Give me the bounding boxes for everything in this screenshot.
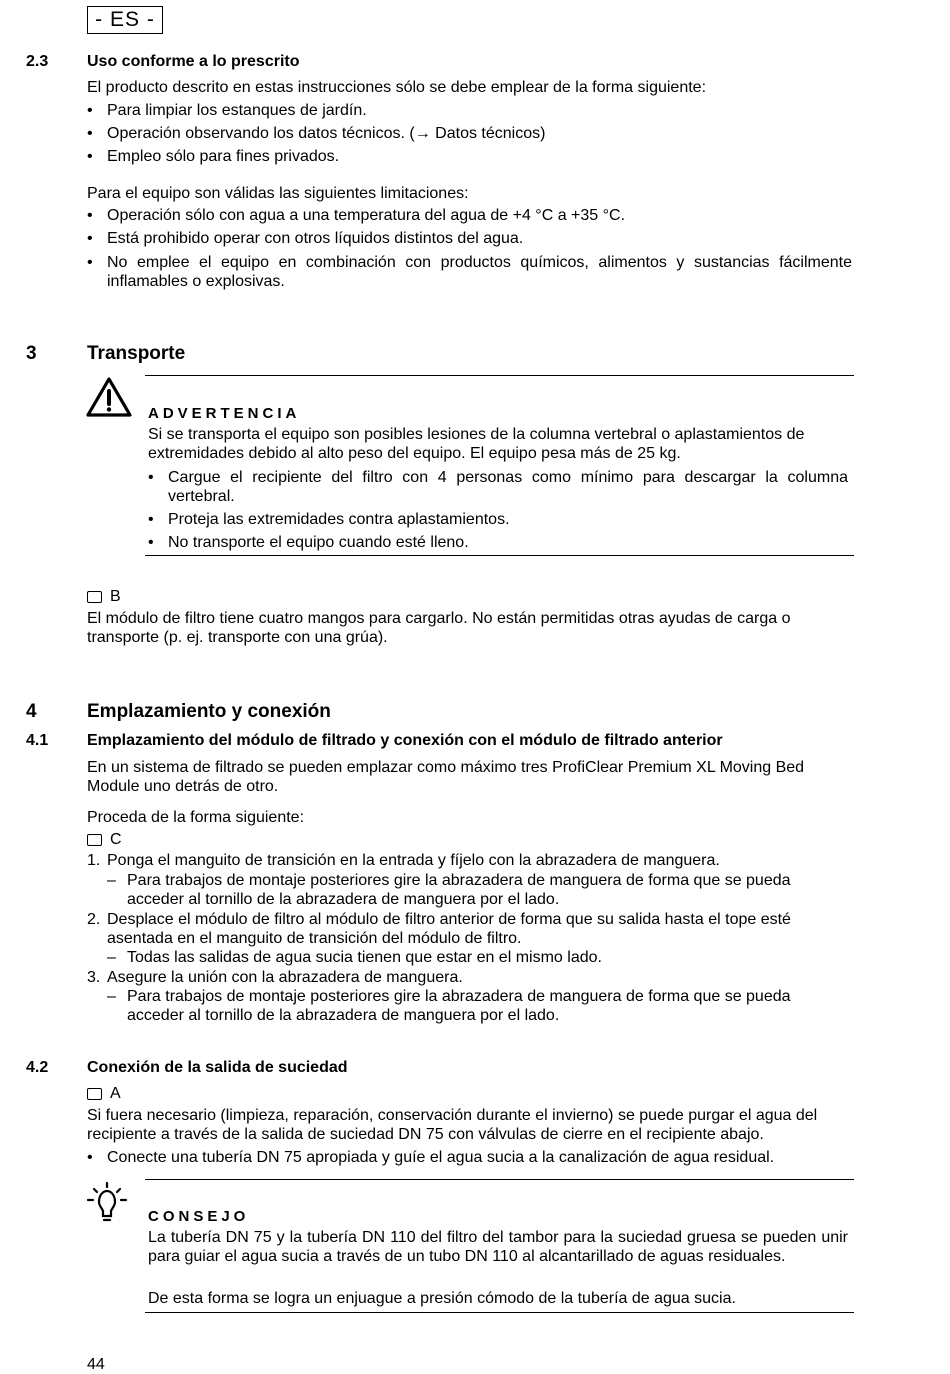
- list-item: • Empleo sólo para fines privados.: [87, 147, 852, 166]
- section-title-4: Emplazamiento y conexión: [87, 701, 331, 722]
- step-subtext: Para trabajos de montaje posteriores gire la abrazadera de manguera de forma que se pueda acceder al tornillo de la abrazadera de manguera por el lado.: [127, 872, 791, 908]
- paragraph: Si fuera necesario (limpieza, reparación, conservación durante el invierno) se puede purgar el agua del recipiente a través de la salida de suciedad DN 75 con válvulas de cierre en el recipiente abajo.: [87, 1107, 818, 1143]
- tip-label: CONSEJO: [148, 1208, 250, 1225]
- figure-reference-label: A: [110, 1085, 121, 1102]
- list-item: • No emplee el equipo en combinación con productos químicos, alimentos y sustancias fácilmente inflamables o explosivas.: [87, 253, 852, 291]
- section-number-4-1: 4.1: [26, 732, 49, 749]
- list-item: [107, 871, 847, 909]
- figure-reference: [87, 830, 122, 849]
- step-number: 1.: [87, 852, 101, 869]
- lightbulb-icon: [84, 1180, 130, 1226]
- step-subtext: Todas las salidas de agua sucia tienen que estar en el mismo lado.: [127, 949, 602, 966]
- warning-label: ADVERTENCIA: [148, 405, 301, 422]
- list-item: [87, 910, 852, 948]
- figure-box-icon: [87, 834, 102, 846]
- paragraph: Para el equipo son válidas las siguientes limitaciones:: [87, 185, 469, 202]
- paragraph: Proceda de la forma siguiente:: [87, 809, 305, 826]
- list-item: • Proteja las extremidades contra aplastamientos.: [148, 510, 848, 529]
- section-number-4-2: 4.2: [26, 1059, 49, 1076]
- list-item: • Operación observando los datos técnicos. (→ Datos técnicos): [87, 124, 852, 143]
- list-item: • Cargue el recipiente del filtro con 4 personas como mínimo para descargar la columna vertebral.: [148, 468, 848, 506]
- figure-reference-label: C: [110, 831, 122, 848]
- divider: [145, 1179, 854, 1180]
- page-number: 44: [87, 1356, 105, 1373]
- section-number-4: 4: [26, 701, 37, 722]
- warning-icon: [86, 376, 132, 418]
- list-item: [107, 948, 847, 967]
- section-number-3: 3: [26, 343, 37, 364]
- list-item: • Conecte una tubería DN 75 apropiada y guíe el agua sucia a la canalización de agua residual.: [87, 1148, 852, 1167]
- tip-text: La tubería DN 75 y la tubería DN 110 del filtro del tambor para la suciedad gruesa se pueden unir para guiar el agua sucia a través de un tubo DN 110 al alcantarillado de aguas residuales.: [148, 1229, 848, 1265]
- dash: –: [107, 988, 116, 1005]
- list-item: [107, 987, 847, 1025]
- step-subtext: Para trabajos de montaje posteriores gire la abrazadera de manguera de forma que se pueda acceder al tornillo de la abrazadera de manguera por el lado.: [127, 988, 791, 1024]
- list-item: • Para limpiar los estanques de jardín.: [87, 101, 852, 120]
- section-title-3: Transporte: [87, 343, 186, 364]
- figure-box-icon: [87, 1088, 102, 1100]
- paragraph: El módulo de filtro tiene cuatro mangos para cargarlo. No están permitidas otras ayudas de carga o transporte (p. ej. transporte con una grúa).: [87, 610, 791, 646]
- divider: [145, 555, 854, 556]
- section-title-4-1: Emplazamiento del módulo de filtrado y conexión con el módulo de filtrado anterior: [87, 732, 723, 749]
- list-item: • No transporte el equipo cuando esté lleno.: [148, 533, 848, 552]
- step-text: Ponga el manguito de transición en la entrada y fíjelo con la abrazadera de manguera.: [107, 852, 720, 869]
- list-item: • Operación sólo con agua a una temperatura del agua de +4 °C a +35 °C.: [87, 206, 852, 225]
- paragraph: El producto descrito en estas instrucciones sólo se debe emplear de la forma siguiente:: [87, 79, 707, 96]
- step-text: Desplace el módulo de filtro al módulo de filtro anterior de forma que su salida hasta el tope esté asentada en el manguito de transición del módulo de filtro.: [107, 911, 791, 947]
- figure-box-icon: [87, 591, 102, 603]
- dash: –: [107, 949, 116, 966]
- section-title-2-3: Uso conforme a lo prescrito: [87, 53, 300, 70]
- warning-text: Si se transporta el equipo son posibles lesiones de la columna vertebral o aplastamientos de extremidades debido al alto peso del equipo. El equipo pesa más de 25 kg.: [148, 426, 805, 462]
- figure-reference: [87, 1084, 121, 1103]
- divider: [145, 1312, 854, 1313]
- list-item: [87, 851, 852, 870]
- figure-reference: [87, 587, 121, 606]
- paragraph: En un sistema de filtrado se pueden emplazar como máximo tres ProfiClear Premium XL Moving Bed Module uno detrás de otro.: [87, 759, 805, 795]
- step-number: 2.: [87, 911, 101, 928]
- figure-reference-label: B: [110, 588, 121, 605]
- language-badge: - ES -: [87, 6, 163, 34]
- section-number-2-3: 2.3: [26, 53, 49, 70]
- list-item: • Está prohibido operar con otros líquidos distintos del agua.: [87, 229, 852, 248]
- step-number: 3.: [87, 969, 101, 986]
- tip-text: De esta forma se logra un enjuague a presión cómodo de la tubería de agua sucia.: [148, 1290, 736, 1307]
- divider: [145, 375, 854, 376]
- step-text: Asegure la unión con la abrazadera de manguera.: [107, 969, 463, 986]
- dash: –: [107, 872, 116, 889]
- list-item: [87, 968, 852, 987]
- section-title-4-2: Conexión de la salida de suciedad: [87, 1059, 348, 1076]
